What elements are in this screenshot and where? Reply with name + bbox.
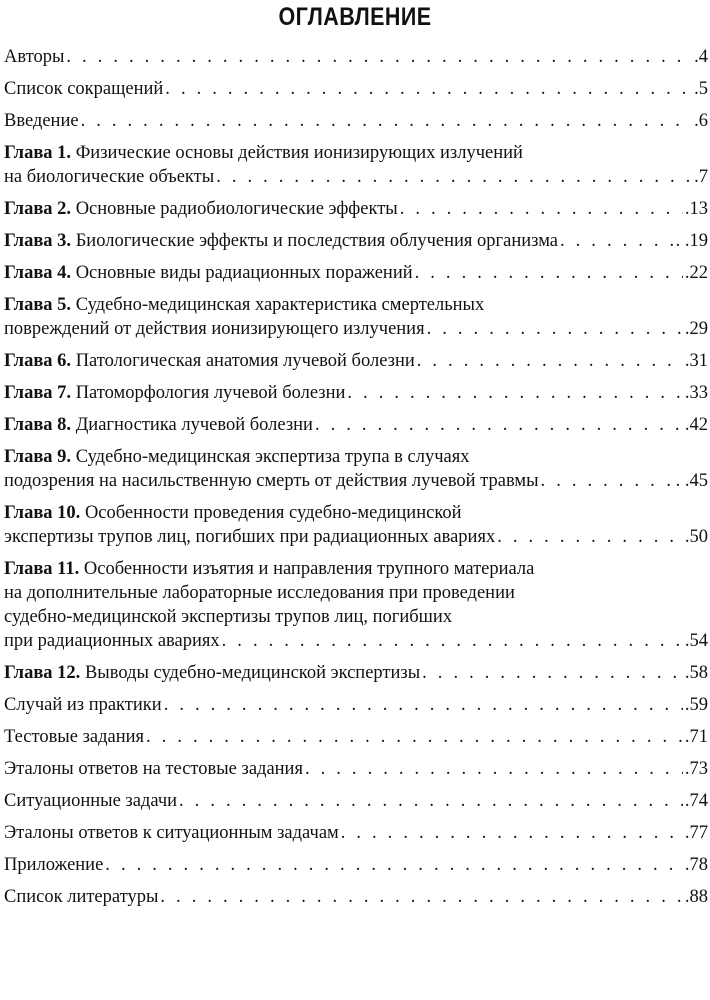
toc-entry-text [4, 381, 345, 405]
dot-leader [560, 229, 674, 253]
page-number: .13 [684, 199, 708, 219]
dot-leader [341, 821, 683, 845]
toc-entry[interactable] [4, 381, 708, 405]
entry-title: Введение [4, 111, 79, 131]
toc-entry-line [4, 45, 708, 69]
entry-title: Диагностика лучевой болезни [75, 415, 313, 435]
toc-entry-line [4, 229, 708, 253]
dot-leader [81, 109, 693, 133]
toc-entry[interactable] [4, 141, 708, 189]
toc-entry-text [4, 885, 158, 909]
dot-leader [315, 413, 683, 437]
toc-entry[interactable] [4, 77, 708, 101]
entry-title: Основные виды радиационных поражений [75, 263, 413, 283]
page-number: .7 [694, 167, 708, 187]
page-number: .73 [684, 759, 708, 779]
toc-entry[interactable] [4, 109, 708, 133]
page-number: .31 [684, 351, 708, 371]
entry-title: Особенности проведения судебно-медицинской [84, 503, 462, 523]
page-number: .54 [684, 631, 708, 651]
toc-entry[interactable] [4, 693, 708, 717]
toc-entry-text [4, 789, 177, 813]
entry-title: подозрения на насильственную смерть от действия лучевой травмы [4, 471, 539, 491]
dot-leader [179, 789, 683, 813]
dot-leader [216, 165, 692, 189]
toc-entry-text [4, 607, 452, 627]
page-number: .50 [684, 527, 708, 547]
dot-leader [164, 693, 683, 717]
page-number: .74 [684, 791, 708, 811]
toc-entry-text [4, 165, 214, 189]
toc-entry-text [4, 229, 558, 253]
dot-leader [165, 77, 692, 101]
page-number: .6 [694, 111, 708, 131]
toc-entry-line [4, 853, 708, 877]
page-number: .71 [684, 727, 708, 747]
toc-entry-line [4, 557, 708, 581]
dot-leader [347, 381, 682, 405]
dot-leader [417, 349, 683, 373]
chapter-number: Глава 1. [4, 143, 72, 163]
entry-title: Эталоны ответов на тестовые задания [4, 759, 303, 779]
toc-entry[interactable] [4, 229, 708, 253]
toc-entry[interactable] [4, 789, 708, 813]
toc-entry-text [4, 821, 339, 845]
toc-entry-text [4, 45, 64, 69]
toc-entry-text [4, 693, 162, 717]
page-number: .88 [684, 887, 708, 907]
toc-entry-line [4, 317, 708, 341]
toc-entry-line [4, 725, 708, 749]
toc-entry-text [4, 317, 425, 341]
toc-entry-line [4, 197, 708, 221]
page-title: ОГЛАВЛЕНИЕ [278, 3, 432, 31]
entry-title: Авторы [4, 47, 65, 67]
entry-title: Случай из практики [4, 695, 162, 715]
entry-title: Особенности изъятия и направления трупного материала [83, 559, 535, 579]
toc-entry[interactable] [4, 501, 708, 549]
toc-entry[interactable] [4, 261, 708, 285]
entry-title: на дополнительные лабораторные исследования при проведении [4, 583, 515, 603]
page-number: .42 [684, 415, 708, 435]
page-number: .58 [684, 663, 708, 683]
entry-title: Эталоны ответов к ситуационным задачам [4, 823, 339, 843]
chapter-number: Глава 9. [4, 447, 72, 467]
toc-entry-text [4, 469, 539, 493]
toc-entry-text [4, 629, 220, 653]
chapter-number: Глава 2. [4, 199, 72, 219]
entry-title: Ситуационные задачи [4, 791, 178, 811]
toc-entry-text [4, 197, 398, 221]
entry-title: Список сокращений [4, 79, 164, 99]
toc-entry-line [4, 757, 708, 781]
toc-entry[interactable] [4, 757, 708, 781]
dot-leader [160, 885, 682, 909]
toc-entry[interactable] [4, 413, 708, 437]
chapter-number: Глава 4. [4, 263, 72, 283]
toc-entry-text [4, 413, 313, 437]
entry-title: Патологическая анатомия лучевой болезни [75, 351, 415, 371]
toc-entry-line [4, 693, 708, 717]
toc-entry-line [4, 293, 708, 317]
entry-title: Приложение [4, 855, 104, 875]
page-number: .5 [694, 79, 708, 99]
dot-leader [400, 197, 683, 221]
entry-title: Физические основы действия ионизирующих излучений [75, 143, 523, 163]
toc-entry-line [4, 469, 708, 493]
toc-entry-text [4, 725, 144, 749]
toc-entry-line [4, 821, 708, 845]
dot-leader [222, 629, 683, 653]
toc-entry-line [4, 445, 708, 469]
table-of-contents [4, 45, 708, 917]
toc-entry[interactable] [4, 45, 708, 69]
toc-entry-line [4, 885, 708, 909]
dot-leader [422, 661, 683, 685]
page-number: . .19 [675, 231, 708, 251]
entry-title: экспертизы трупов лиц, погибших при радиационных авариях [4, 527, 496, 547]
dot-leader [427, 317, 683, 341]
toc-entry-line [4, 77, 708, 101]
toc-entry-text [4, 109, 79, 133]
dot-leader [497, 525, 683, 549]
page-number: . . .45 [666, 471, 708, 491]
toc-entry-line [4, 661, 708, 685]
chapter-number: Глава 6. [4, 351, 72, 371]
dot-leader [105, 853, 683, 877]
chapter-number: Глава 5. [4, 295, 72, 315]
toc-entry-line [4, 381, 708, 405]
entry-title: Выводы судебно-медицинской экспертизы [84, 663, 421, 683]
entry-title: Судебно-медицинская экспертиза трупа в случаях [75, 447, 470, 467]
toc-entry-text [4, 77, 163, 101]
toc-entry-text [4, 447, 470, 467]
entry-title: при радиационных авариях [4, 631, 220, 651]
entry-title: Биологические эффекты и последствия облучения организма [75, 231, 558, 251]
page-number: .29 [684, 319, 708, 339]
toc-entry-text [4, 559, 534, 579]
toc-entry[interactable] [4, 445, 708, 493]
entry-title: на биологические объекты [4, 167, 215, 187]
entry-title: судебно-медицинской экспертизы трупов лиц, погибших [4, 607, 453, 627]
toc-entry[interactable] [4, 661, 708, 685]
chapter-number: Глава 11. [4, 559, 80, 579]
dot-leader [146, 725, 683, 749]
toc-entry-line [4, 789, 708, 813]
entry-title: Патоморфология лучевой болезни [75, 383, 346, 403]
page-number: .22 [684, 263, 708, 283]
toc-entry-line [4, 501, 708, 525]
toc-entry-text [4, 853, 103, 877]
toc-entry-line [4, 413, 708, 437]
toc-entry-line [4, 261, 708, 285]
toc-entry-line [4, 629, 708, 653]
toc-entry-text [4, 661, 420, 685]
entry-title: Тестовые задания [4, 727, 145, 747]
entry-title: повреждений от действия ионизирующего излучения [4, 319, 425, 339]
toc-entry-text [4, 525, 495, 549]
chapter-number: Глава 7. [4, 383, 72, 403]
toc-entry[interactable] [4, 349, 708, 373]
toc-entry[interactable] [4, 197, 708, 221]
chapter-number: Глава 3. [4, 231, 72, 251]
chapter-number: Глава 8. [4, 415, 72, 435]
page-number: .4 [694, 47, 708, 67]
toc-entry-text [4, 757, 303, 781]
toc-entry-line [4, 581, 708, 605]
toc-entry-line [4, 525, 708, 549]
page-number: .78 [684, 855, 708, 875]
entry-title: Основные радиобиологические эффекты [75, 199, 398, 219]
dot-leader [66, 45, 692, 69]
toc-entry-text [4, 503, 462, 523]
toc-entry-text [4, 583, 515, 603]
page-number: .77 [684, 823, 708, 843]
toc-entry[interactable] [4, 885, 708, 909]
page-number: .33 [684, 383, 708, 403]
toc-entry[interactable] [4, 725, 708, 749]
toc-entry-text [4, 295, 484, 315]
entry-title: Судебно-медицинская характеристика смертельных [75, 295, 485, 315]
chapter-number: Глава 10. [4, 503, 81, 523]
toc-entry-line [4, 605, 708, 629]
toc-entry[interactable] [4, 853, 708, 877]
chapter-number: Глава 12. [4, 663, 81, 683]
toc-entry-line [4, 349, 708, 373]
toc-entry-text [4, 261, 413, 285]
toc-entry-text [4, 349, 415, 373]
dot-leader [541, 469, 665, 493]
dot-leader [415, 261, 683, 285]
toc-entry-line [4, 165, 708, 189]
toc-entry-line [4, 109, 708, 133]
dot-leader [305, 757, 683, 781]
toc-entry[interactable] [4, 293, 708, 341]
entry-title: Список литературы [4, 887, 159, 907]
toc-entry-line [4, 141, 708, 165]
toc-entry-text [4, 143, 523, 163]
toc-entry[interactable] [4, 557, 708, 653]
page-number: .59 [684, 695, 708, 715]
toc-entry[interactable] [4, 821, 708, 845]
